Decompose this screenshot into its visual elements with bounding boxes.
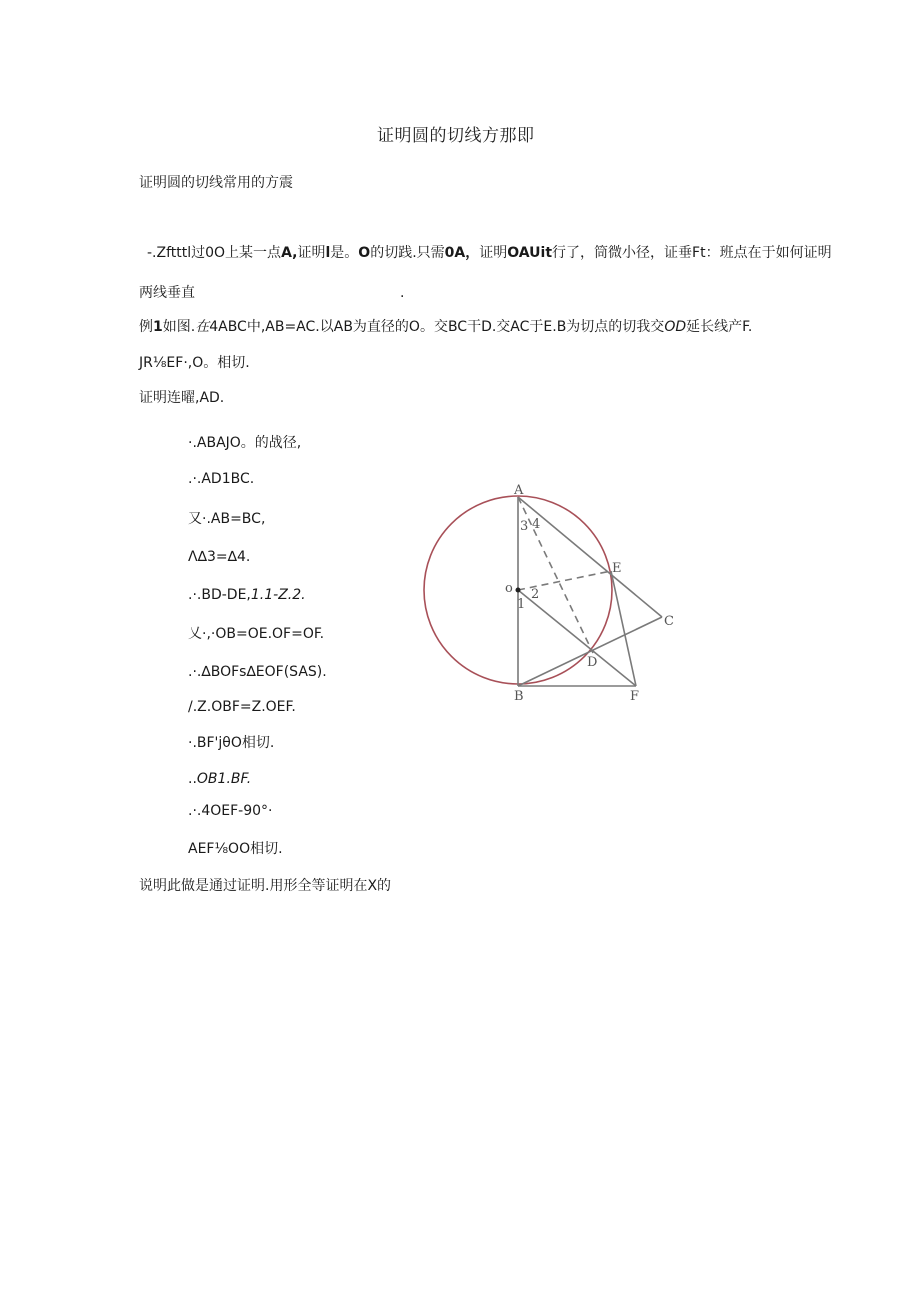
example-number: 1 [153,319,163,335]
example-seg: 在 [195,319,210,335]
label-b: B [514,689,524,704]
label-e: E [612,561,622,576]
para-seg: -.Zftttl过0O上某一点 [147,245,282,261]
conclusion-line: 说明此做是通过证明.用形全等证明在X的 [139,878,392,894]
para-seg: O [358,245,371,261]
angle-label-1: 1 [517,597,526,612]
para-seg: A, [281,245,298,261]
label-o: o [505,581,513,596]
proof-step-part: 1.1-Z.2. [250,587,306,603]
section-heading: 证明圆的切线常用的方震 [139,175,293,191]
para-seg: 是。 [330,245,359,261]
proof-step: ·.BF'jθO相切. [188,735,275,751]
center-point [516,588,521,593]
label-c: C [664,614,674,629]
example-prefix: 例 [139,319,153,335]
angle-label-3: 3 [520,519,529,534]
proof-step: Λ∆3=∆4. [188,549,251,565]
example-seg: 如图. [162,319,196,335]
para-seg: l [325,245,331,261]
claim-line: JR⅛EF·,O。相切. [139,355,250,371]
segment-bc [518,617,662,686]
segment-ac [518,497,662,617]
proof-intro: 证明连曜,AD. [139,390,225,406]
example-seg: 4ABC中,AB=AC.以AB为直径的O。交BC干D.交AC于E.B为切点的切我交 [209,319,665,335]
para-seg: 证明 [297,245,326,261]
proof-step: 又·.AB=BC, [188,511,266,527]
proof-step: 乂·,·OB=OE.OF=OF. [188,626,325,642]
example-seg: 延长线产F. [686,319,753,335]
proof-step: .·.4OEF-90°· [188,803,273,819]
label-a: A [514,483,524,498]
proof-step: .·.AD1BC. [188,471,255,487]
label-f: F [630,689,640,704]
example-seg: OD [664,319,687,335]
label-d: D [587,655,598,670]
para-seg: 证明 [479,245,508,261]
document-title: 证明圆的切线方那即 [377,126,535,146]
para-seg: OAUit [507,245,553,261]
proof-step-part: .. [188,771,197,787]
method-paragraph-line2: 两线垂直 [139,285,195,301]
para-seg: 0A， [444,245,480,261]
proof-step-part: OB1.BF. [196,771,252,787]
para-seg: 的切践.只需 [370,245,445,261]
proof-step: .·.∆BOFs∆EOF(SAS). [188,664,327,680]
proof-step: /.Z.OBF=Z.OEF. [188,699,296,715]
para-seg: 行了，筒微小径，证垂Ft：班点在于如何证明 [552,245,832,261]
angle-label-2: 2 [531,587,540,602]
proof-step: AEF⅛OO相切. [188,841,283,857]
angle-label-4: 4 [532,517,541,532]
proof-step-part: .·.BD-DE, [188,587,251,603]
proof-step: ·.ABAJO。的战径, [188,435,302,451]
paragraph-dot: . [400,285,405,301]
